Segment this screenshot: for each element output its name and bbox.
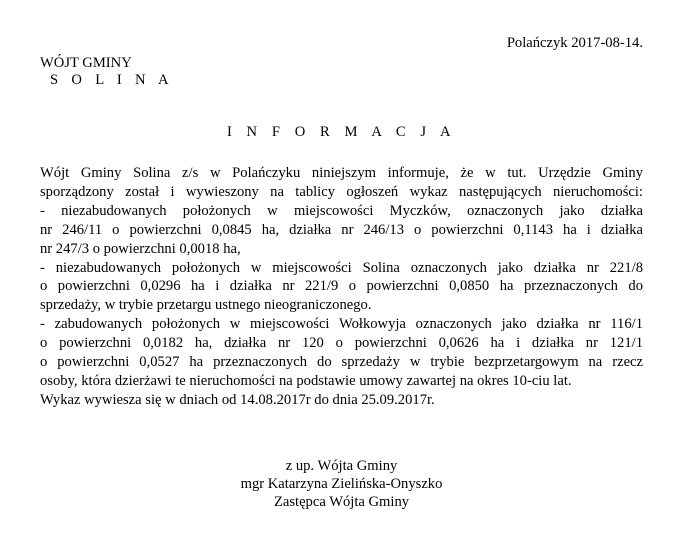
signature-position: Zastępca Wójta Gminy xyxy=(273,494,410,510)
place-date: Polańczyk 2017-08-14. xyxy=(506,35,643,51)
body-line: nr 246/11 o powierzchni 0,0845 ha, działka nr 246/13 o powierzchni 0,1143 ha i działka xyxy=(40,221,643,238)
body-line: Wykaz wywiesza się w dniach od 14.08.2017r do dnia 25.09.2017r. xyxy=(40,391,435,408)
authority-name: WÓJT GMINY xyxy=(40,55,132,71)
body-line: o powierzchni 0,0182 ha, działka nr 120 o powierzchni 0,0626 ha i działka nr 121/1 xyxy=(40,335,643,352)
body-line: Wójt Gminy Solina z/s w Polańczyku niniejszym informuje, że w tut. Urzędzie Gminy xyxy=(40,165,643,181)
authority-municipality: S O L I N A xyxy=(50,72,174,88)
body-line: sprzedaży, w trybie przetargu ustnego nieograniczonego. xyxy=(40,297,372,314)
signature-name: mgr Katarzyna Zielińska-Onyszko xyxy=(240,476,443,492)
body-line: nr 247/3 o powierzchni 0,0018 ha, xyxy=(40,240,241,257)
body-line: - zabudowanych położonych w miejscowości Wołkowyja oznaczonych jako działka nr 116/1 xyxy=(40,316,643,333)
body-line: o powierzchni 0,0296 ha i działka nr 221/9 o powierzchni 0,0850 ha przeznaczonych do xyxy=(40,278,643,295)
body-line: - niezabudowanych położonych w miejscowości Myczków, oznaczonych jako działka xyxy=(40,202,643,219)
body-line: sporządzony został i wywieszony na tablicy ogłoszeń wykaz następujących nieruchomości: xyxy=(40,183,643,200)
document-title: I N F O R M A C J A xyxy=(226,124,457,140)
body-line: - niezabudowanych położonych w miejscowości Solina oznaczonych jako działka nr 221/8 xyxy=(40,259,643,276)
body-line: osoby, która dzierżawi te nieruchomości na podstawie umowy zawartej na okres 10-ciu lat. xyxy=(40,372,572,389)
body-line: o powierzchni 0,0527 ha przeznaczonych do sprzedaży w trybie bezprzetargowym na rzecz xyxy=(40,354,643,371)
notice-body xyxy=(40,164,643,410)
signature-on-behalf: z up. Wójta Gminy xyxy=(285,458,398,474)
